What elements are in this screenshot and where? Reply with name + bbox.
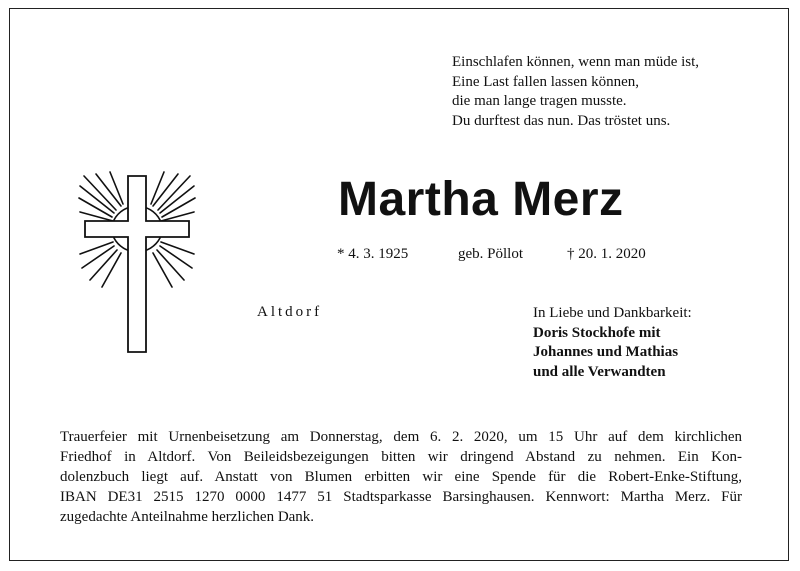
poem-line: Du durftest das nun. Das tröstet uns. bbox=[452, 112, 671, 129]
maiden-name: geb. Pöllot bbox=[458, 246, 524, 262]
info-line: Friedhof in Altdorf. Von Beileidsbezeigungen bitten wir dringend Abstand zu nehmen. Ein Kon- bbox=[60, 449, 742, 465]
poem-line: Einschlafen können, wenn man müde ist, bbox=[452, 54, 700, 70]
mourner-line: Doris Stockhofe mit bbox=[533, 324, 661, 341]
info-line: Trauerfeier mit Urnenbeisetzung am Donnerstag, dem 6. 2. 2020, um 15 Uhr auf dem kirchlichen bbox=[60, 429, 742, 445]
birth-date: * 4. 3. 1925 bbox=[337, 246, 409, 262]
mourner-line: und alle Verwandten bbox=[533, 363, 666, 380]
poem-line: Eine Last fallen lassen können, bbox=[452, 73, 640, 90]
info-line: dolenzbuch liegt auf. Anstatt von Blumen erbitten wir eine Spende für die Robert-Enke-Stiftung, bbox=[60, 469, 742, 485]
info-line: zugedachte Anteilnahme herzlichen Dank. bbox=[60, 509, 315, 525]
place-of-residence: Altdorf bbox=[257, 304, 323, 320]
mourner-line: Johannes und Mathias bbox=[533, 344, 679, 360]
mourners-heading: In Liebe und Dankbarkeit: bbox=[533, 305, 692, 321]
death-date: † 20. 1. 2020 bbox=[567, 246, 646, 262]
funeral-information bbox=[60, 427, 742, 527]
mourners-block bbox=[533, 304, 692, 382]
poem bbox=[452, 53, 699, 131]
deceased-name: Martha Merz bbox=[338, 173, 624, 226]
info-line: IBAN DE31 2515 1270 0000 1477 51 Stadtsparkasse Barsinghausen. Kennwort: Martha Merz. Für bbox=[60, 489, 742, 505]
poem-line: die man lange tragen musste. bbox=[452, 93, 627, 109]
cross-with-sun-rays-icon bbox=[78, 170, 196, 356]
